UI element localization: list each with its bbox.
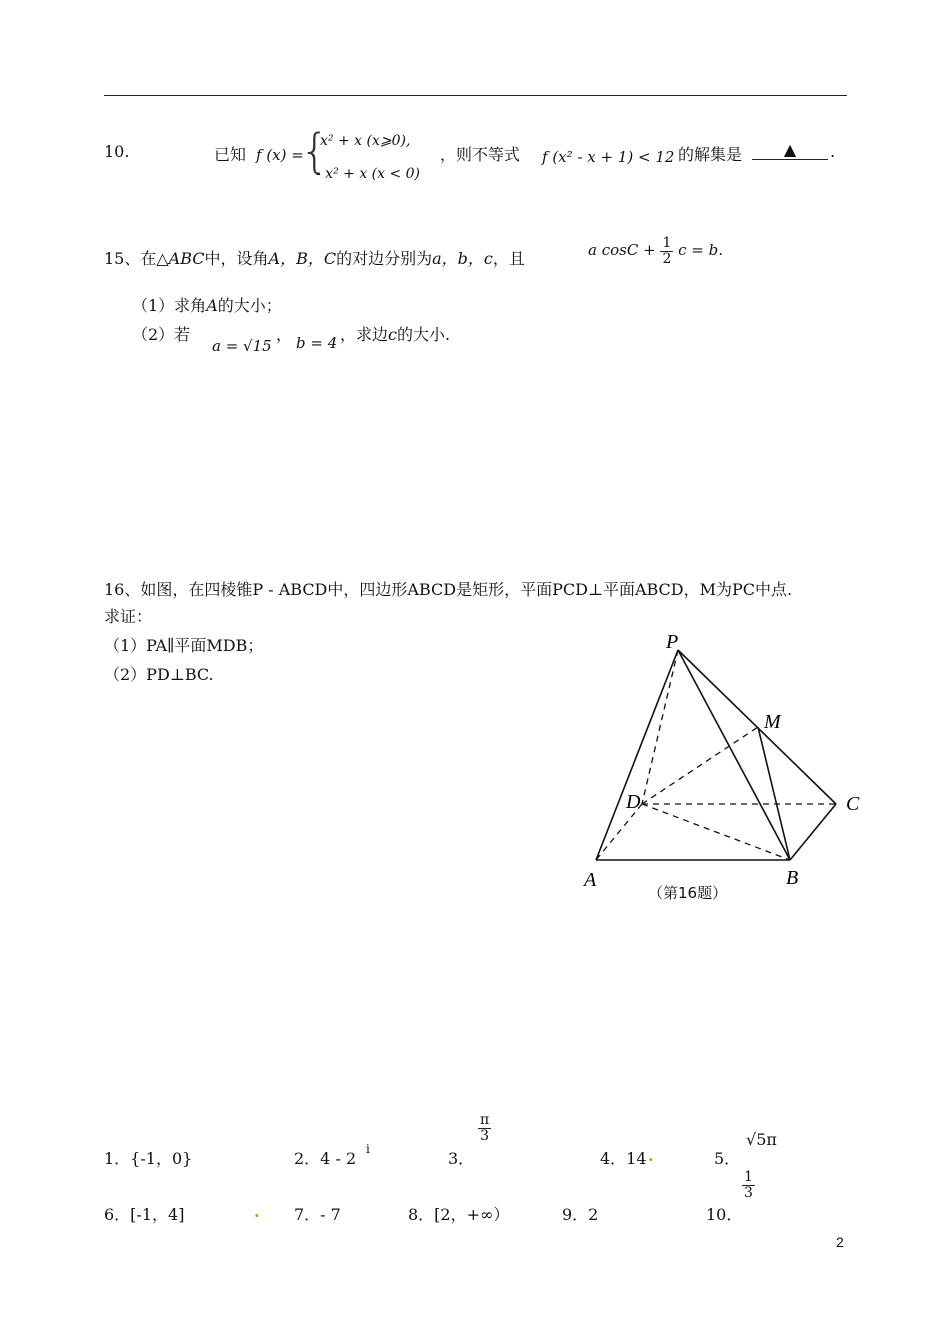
inequality: f (x² - x + 1) < 12 [542,148,675,166]
question-10-number: 10. [104,142,130,161]
answer-7: 7．- 7 [294,1205,341,1224]
answer-8: 8．[2，+∞） [408,1205,510,1224]
question-15-stem: 15、在△ABC中，设角A，B，C的对边分别为a，b，c，且 [104,249,525,268]
edge-BC [790,804,836,860]
edge-PC [678,650,836,804]
function-lhs: f (x) = [256,146,304,164]
question-10-tail: 的解集是 [678,145,743,164]
segment-DB [642,804,790,860]
question-16-part-1: （1）PA∥平面MDB； [104,636,264,655]
edge-PA [596,650,678,860]
piecewise-case-2: - x² + x (x < 0) [316,166,421,182]
label-B: B [786,867,799,889]
answer-3: 3． [448,1149,475,1168]
page-number: 2 [836,1234,844,1250]
answer-2: 2．4 - 2 [294,1149,357,1168]
label-A: A [584,869,597,891]
answer-blank: ▲ [752,140,828,160]
label-M: M [764,711,781,733]
label-C: C [846,793,860,815]
answer-9: 9．2 [562,1205,599,1224]
part-2-eq-b: b = 4 [296,334,338,352]
question-10-mid: ，则不等式 [440,145,521,164]
question-15-part-1: （1）求角A的大小； [132,296,282,315]
question-16-stem-line-1: 16、如图，在四棱锥P - ABCD中，四边形ABCD是矩形，平面PCD⊥平面ABCD，M为PC中点. [104,580,793,599]
question-15-part-2-tail: ，求边c的大小. [340,325,451,344]
question-15-equation: a cosC + $\frac{1}{2}$ c = b. [588,235,724,267]
question-10-intro: 已知 [214,145,247,164]
answer-6: 6．[-1，4] [104,1205,185,1224]
part-2-comma: ， [276,325,293,344]
label-D: D [626,791,641,813]
answer-1: 1．{-1，0} [104,1149,193,1168]
question-15-part-2: （2）若 [132,325,191,344]
part-2-eq-a: a = √15 [212,337,272,355]
question-16-stem-line-2: 求证： [104,607,153,626]
question-16-part-2: （2）PD⊥BC. [104,665,214,684]
question-10-end: . [830,142,836,161]
answer-3-fraction: $\frac{\pi}{3}$ [480,1112,490,1144]
figure-caption: （第16题） [648,884,728,902]
answer-10: 10． [706,1205,743,1224]
segment-MB [758,727,790,860]
piecewise-case-1: x² + x (x⩾0), [320,133,411,149]
pyramid-figure [560,620,880,920]
answer-4: 4．14 [600,1149,647,1168]
piecewise-brace: { [300,124,330,178]
answer-10-fraction: $\frac{1}{3}$ [744,1169,753,1201]
answer-6-mark: . [254,1202,260,1221]
segment-DM [642,727,758,804]
edge-PB [678,650,790,860]
answer-5: 5． [714,1149,741,1168]
answer-4-mark: . [648,1146,654,1165]
answer-5-value: √5π [746,1130,777,1149]
answer-2-imaginary: i [366,1142,370,1156]
label-P: P [666,631,679,653]
header-rule [104,95,847,96]
